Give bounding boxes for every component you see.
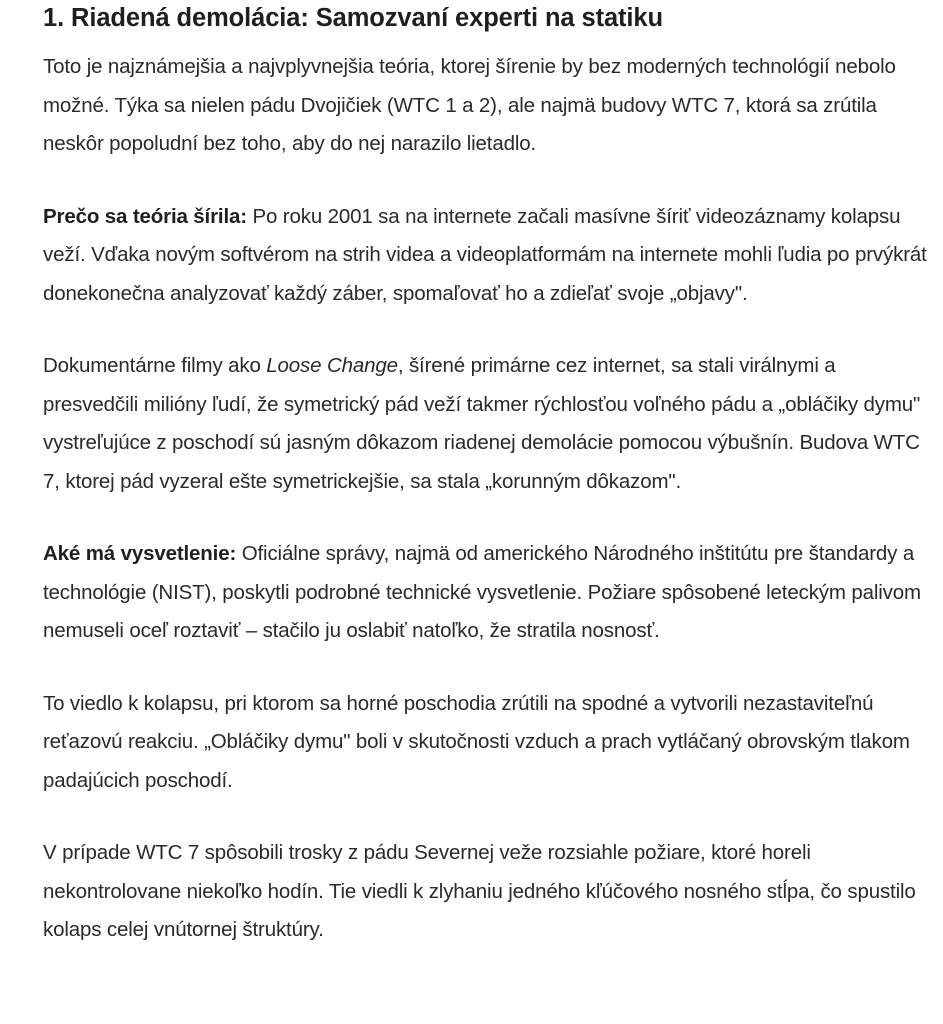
explanation-text: Oficiálne správy, najmä od amerického Národného inštitútu pre štandardy a technológie (NIST), poskytli podrobné technické vysvetlenie. Požiare spôsobené leteckým palivom nemuseli oceľ roztaviť – stačilo ju oslabiť natoľko, že stratila nosnosť. — [43, 542, 921, 642]
documentary-title: Loose Change — [266, 354, 398, 377]
collapse-paragraph: To viedlo k kolapsu, pri ktorom sa horné poschodia zrútili na spodné a vytvorili nezastaviteľnú reťazovú reakciu. „Obláčiky dymu" boli v skutočnosti vzduch a prach vytláčaný obrovským tlakom padajúcich poschodí. — [43, 691, 910, 792]
section-heading: 1. Riadená demolácia: Samozvaní experti na statiku — [43, 4, 663, 32]
explanation-paragraph — [43, 535, 928, 651]
explanation-label: Aké má vysvetlenie: — [43, 542, 237, 565]
spread-paragraph — [43, 198, 928, 314]
spread-text: Po roku 2001 sa na internete začali masívne šíriť videozáznamy kolapsu veží. Vďaka novým softvérom na strih videa a videoplatformám na internete mohli ľudia po prvýkrát donekonečna analyzovať každý záber, spomaľovať ho a zdieľať svoje „objavy". — [43, 204, 927, 305]
documentaries-paragraph — [43, 347, 928, 501]
article — [43, 0, 928, 950]
documentaries-text-before: Dokumentárne filmy ako — [43, 354, 267, 377]
spread-label: Prečo sa teória šírila: — [43, 204, 247, 228]
intro-paragraph: Toto je najznámejšia a najvplyvnejšia teória, ktorej šírenie by bez moderných technológií nebolo možné. Týka sa nielen pádu Dvojičiek (WTC 1 a 2), ale najmä budovy WTC 7, ktorá sa zrútila neskôr popoludní bez toho, aby do nej narazilo lietadlo. — [43, 55, 896, 155]
documentaries-text-after: , šírené primárne cez internet, sa stali virálnymi a presvedčili milióny ľudí, že symetrický pád veží takmer rýchlosťou voľného pádu a „obláčiky dymu" vystreľujúce z poschodí sú jasným dôkazom riadenej demolácie pomocou výbušnín. Budova WTC 7, ktorej pád vyzeral ešte symetrickejšie, sa stala „korunným dôkazom". — [43, 354, 921, 493]
wtc7-paragraph: V prípade WTC 7 spôsobili trosky z pádu Severnej veže rozsiahle požiare, ktoré horeli nekontrolovane niekoľko hodín. Tie viedli k zlyhaniu jedného kľúčového nosného stĺpa, čo spustilo kolaps celej vnútornej štruktúry. — [43, 841, 916, 941]
